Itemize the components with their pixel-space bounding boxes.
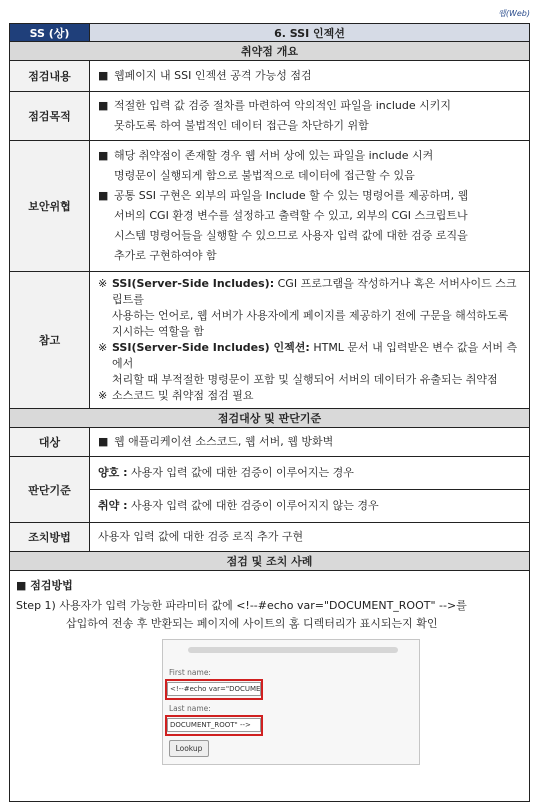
reference-label: 참고 xyxy=(10,272,90,409)
vulnerability-sheet xyxy=(9,23,530,802)
objective-label: 점검목적 xyxy=(10,92,90,141)
remediation-text: 사용자 입력 값에 대한 검증 로직 추가 구현 xyxy=(90,523,530,552)
method-row xyxy=(10,571,530,802)
note-mark-icon: ※ xyxy=(98,389,108,402)
note-mark-icon: ※ xyxy=(98,277,108,290)
blurred-heading xyxy=(188,647,398,653)
step-1-text: Step 1) 사용자가 입력 가능한 파라미터 값에 <!--#echo var="DOCUMENT_ROOT" -->를 삽입하여 전송 후 반환되는 페이지에 사이트의 홈 디렉터리가 표시되는지 확인 xyxy=(16,599,467,630)
note-mark-icon: ※ xyxy=(98,341,108,354)
objective-text: ■ 적절한 입력 값 검증 절차를 마련하여 악의적인 파일을 include 시키지 못하도록 하여 불법적인 데이터 접근을 차단하기 위함 xyxy=(98,96,521,136)
bullet-square-icon: ■ xyxy=(98,149,109,162)
threat-item: ■ 해당 취약점이 존재할 경우 웹 서버 상에 있는 파일을 include 시켜 명령문이 실행되게 함으로 불법적으로 데이터에 접근할 수 있음 xyxy=(98,146,521,186)
bullet-square-icon: ■ xyxy=(98,435,109,448)
page-title: 6. SSI 인젝션 xyxy=(90,24,530,42)
first-name-field[interactable]: <!--#echo var="DOCUME xyxy=(167,682,261,696)
last-name-field[interactable]: DOCUMENT_ROOT" --> xyxy=(167,718,261,732)
judgement-good: 양호 : 사용자 입력 값에 대한 검증이 이루어지는 경우 xyxy=(90,457,530,490)
target-label: 대상 xyxy=(10,428,90,457)
reference-note: ※ 소스코드 및 취약점 점검 필요 xyxy=(98,389,254,402)
remediation-label: 조치방법 xyxy=(10,523,90,552)
check-content-label: 점검내용 xyxy=(10,61,90,92)
lookup-button[interactable]: Lookup xyxy=(169,740,209,757)
check-content-row xyxy=(10,61,530,92)
page-category-tag: 웹(Web) xyxy=(498,9,530,18)
target-row xyxy=(10,428,530,457)
reference-row xyxy=(10,272,530,409)
judgement-label: 판단기준 xyxy=(10,457,90,523)
section-overview-heading: 취약점 개요 xyxy=(10,42,530,61)
threat-item: ■ 공통 SSI 구현은 외부의 파일을 Include 할 수 있는 명령어를 제공하며, 웹 서버의 CGI 환경 변수를 설정하고 출력할 수 있고, 외부의 CGI 스크립트나 시스템 명령어들을 실행할 수 있으므로 사용자 입력 값에 대한 검증 로직을 추가로 구현하여야 함 xyxy=(98,186,521,266)
first-name-label: First name: xyxy=(169,668,211,677)
reference-note: ※ SSI(Server-Side Includes): CGI 프로그램을 작성하거나 혹은 서버사이드 스크립트를 사용하는 언어로, 웹 서버가 사용자에게 페이지를 제공하기 전에 구문을 해석하도록 지시하는 역할을 함 xyxy=(98,277,517,338)
section-actions-heading: 점검 및 조치 사례 xyxy=(10,552,530,571)
judgement-good-row xyxy=(10,457,530,490)
last-name-label: Last name: xyxy=(169,704,211,713)
threat-row xyxy=(10,141,530,272)
reference-note: ※ SSI(Server-Side Includes) 인젝션: HTML 문서 내 입력받은 변수 값을 서버 측에서 처리할 때 부적절한 명령문이 포함 및 실행되어 서버의 데이터가 유출되는 취약점 xyxy=(98,341,518,386)
severity-badge: SS (상) xyxy=(10,24,90,42)
example-screenshot xyxy=(162,639,420,765)
section-criteria-heading: 점검대상 및 판단기준 xyxy=(10,409,530,428)
check-content-text: ■ 웹페이지 내 SSI 인젝션 공격 가능성 점검 xyxy=(98,66,521,86)
header-row xyxy=(10,24,530,42)
method-title: ■ 점검방법 xyxy=(16,579,73,592)
remediation-row xyxy=(10,523,530,552)
bullet-square-icon: ■ xyxy=(98,69,109,82)
objective-row xyxy=(10,92,530,141)
target-text: ■ 웹 애플리케이션 소스코드, 웹 서버, 웹 방화벽 xyxy=(98,432,521,452)
threat-label: 보안위협 xyxy=(10,141,90,272)
judgement-vulnerable: 취약 : 사용자 입력 값에 대한 검증이 이루어지지 않는 경우 xyxy=(90,490,530,523)
bullet-square-icon: ■ xyxy=(98,189,109,202)
bullet-square-icon: ■ xyxy=(98,99,109,112)
